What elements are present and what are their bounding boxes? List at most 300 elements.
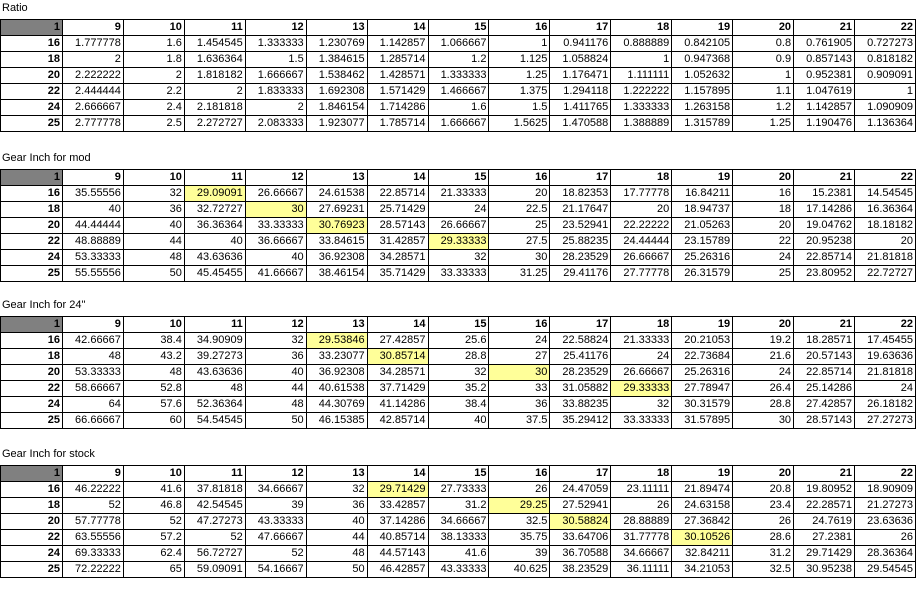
table-cell[interactable]: 1.466667 [428,84,489,100]
table-cell[interactable]: 21.81818 [854,250,915,266]
column-header[interactable]: 11 [184,170,245,186]
table-cell[interactable]: 42.85714 [367,413,428,429]
table-cell[interactable]: 18.28571 [794,333,855,349]
table-cell[interactable]: 20.57143 [794,349,855,365]
table-cell[interactable]: 52 [63,498,124,514]
table-cell[interactable]: 25.14286 [794,381,855,397]
table-cell[interactable]: 28.23529 [550,250,611,266]
table-cell[interactable]: 32.5 [733,562,794,578]
row-header[interactable]: 16 [1,333,63,349]
table-cell[interactable]: 1.5 [245,52,306,68]
table-cell[interactable]: 21.27273 [854,498,915,514]
table-cell[interactable]: 64 [63,397,124,413]
table-cell[interactable]: 31.42857 [367,234,428,250]
table-cell[interactable]: 42.66667 [63,333,124,349]
table-cell[interactable]: 29.09091 [184,186,245,202]
table-cell[interactable]: 1.411765 [550,100,611,116]
table-cell[interactable]: 21.81818 [854,365,915,381]
table-cell[interactable]: 33.42857 [367,498,428,514]
table-cell[interactable]: 1.222222 [611,84,672,100]
corner-cell[interactable]: 1 [1,20,63,36]
table-cell[interactable]: 1.294118 [550,84,611,100]
table-cell[interactable]: 44.57143 [367,546,428,562]
table-cell[interactable]: 26.4 [733,381,794,397]
table-cell[interactable]: 27.77778 [611,266,672,282]
table-cell[interactable]: 43.33333 [428,562,489,578]
table-cell[interactable]: 46.22222 [63,482,124,498]
table-cell[interactable]: 0.761905 [794,36,855,52]
table-cell[interactable]: 28.8 [428,349,489,365]
table-cell[interactable]: 1.315789 [672,116,733,132]
table-cell[interactable]: 46.15385 [306,413,367,429]
table-cell[interactable]: 29.25 [489,498,550,514]
table-cell[interactable]: 22 [733,234,794,250]
table-cell[interactable]: 20 [733,218,794,234]
table-cell[interactable]: 22.85714 [367,186,428,202]
row-header[interactable]: 16 [1,186,63,202]
table-cell[interactable]: 60 [123,413,184,429]
table-cell[interactable]: 1.8 [123,52,184,68]
table-cell[interactable]: 52.36364 [184,397,245,413]
table-cell[interactable]: 39 [489,546,550,562]
table-cell[interactable]: 20 [854,234,915,250]
table-cell[interactable]: 1.818182 [184,68,245,84]
table-cell[interactable]: 2.4 [123,100,184,116]
column-header[interactable]: 21 [794,317,855,333]
table-cell[interactable]: 22.85714 [794,365,855,381]
table-cell[interactable]: 1.2 [733,100,794,116]
table-cell[interactable]: 32 [123,186,184,202]
table-cell[interactable]: 19.2 [733,333,794,349]
table-cell[interactable]: 32 [306,482,367,498]
column-header[interactable]: 12 [245,20,306,36]
table-cell[interactable]: 35.2 [428,381,489,397]
table-cell[interactable]: 41.14286 [367,397,428,413]
table-cell[interactable]: 22.22222 [611,218,672,234]
row-header[interactable]: 16 [1,36,63,52]
column-header[interactable]: 18 [611,466,672,482]
table-cell[interactable]: 2.083333 [245,116,306,132]
table-cell[interactable]: 28.57143 [367,218,428,234]
column-header[interactable]: 21 [794,466,855,482]
table-cell[interactable]: 28.57143 [794,413,855,429]
table-cell[interactable]: 1.666667 [428,116,489,132]
table-cell[interactable]: 36.11111 [611,562,672,578]
table-cell[interactable]: 27.36842 [672,514,733,530]
table-cell[interactable]: 24.44444 [611,234,672,250]
table-cell[interactable]: 19.63636 [854,349,915,365]
table-cell[interactable]: 2.222222 [63,68,124,84]
row-header[interactable]: 25 [1,562,63,578]
table-cell[interactable]: 26 [489,482,550,498]
table-cell[interactable]: 41.66667 [245,266,306,282]
table-cell[interactable]: 34.66667 [245,482,306,498]
table-cell[interactable]: 27.52941 [550,498,611,514]
table-cell[interactable]: 48 [245,397,306,413]
table-cell[interactable]: 28.8 [733,397,794,413]
table-cell[interactable]: 1.333333 [611,100,672,116]
section-title[interactable]: Gear Inch for 24" [2,299,86,311]
table-cell[interactable]: 16.84211 [672,186,733,202]
table-cell[interactable]: 27 [489,349,550,365]
column-header[interactable]: 15 [428,170,489,186]
table-cell[interactable]: 46.8 [123,498,184,514]
table-cell[interactable]: 1.142857 [367,36,428,52]
table-cell[interactable]: 39 [245,498,306,514]
table-cell[interactable]: 22.28571 [794,498,855,514]
table-cell[interactable]: 19.04762 [794,218,855,234]
table-cell[interactable]: 31.05882 [550,381,611,397]
table-cell[interactable]: 20 [489,186,550,202]
table-cell[interactable]: 48 [184,381,245,397]
table-cell[interactable]: 29.53846 [306,333,367,349]
table-cell[interactable]: 30.95238 [794,562,855,578]
table-cell[interactable]: 0.888889 [611,36,672,52]
column-header[interactable]: 10 [123,20,184,36]
table-cell[interactable]: 36.92308 [306,365,367,381]
table-cell[interactable]: 37.81818 [184,482,245,498]
table-cell[interactable]: 36 [489,397,550,413]
table-cell[interactable]: 48 [123,365,184,381]
column-header[interactable]: 19 [672,20,733,36]
table-cell[interactable]: 24.61538 [306,186,367,202]
table-cell[interactable]: 1.6 [428,100,489,116]
column-header[interactable]: 15 [428,466,489,482]
table-cell[interactable]: 1.428571 [367,68,428,84]
table-cell[interactable]: 1.052632 [672,68,733,84]
table-cell[interactable]: 2 [123,68,184,84]
table-cell[interactable]: 52 [184,530,245,546]
table-cell[interactable]: 0.842105 [672,36,733,52]
table-cell[interactable]: 1.190476 [794,116,855,132]
table-cell[interactable]: 29.71429 [794,546,855,562]
table-cell[interactable]: 34.66667 [428,514,489,530]
table-cell[interactable]: 15.2381 [794,186,855,202]
column-header[interactable]: 9 [63,317,124,333]
table-cell[interactable]: 54.16667 [245,562,306,578]
table-cell[interactable]: 40.625 [489,562,550,578]
table-cell[interactable]: 1.333333 [428,68,489,84]
table-cell[interactable]: 44 [306,530,367,546]
table-cell[interactable]: 1.6 [123,36,184,52]
table-cell[interactable]: 1.136364 [854,116,915,132]
table-cell[interactable]: 0.818182 [854,52,915,68]
table-cell[interactable]: 57.77778 [63,514,124,530]
column-header[interactable]: 21 [794,170,855,186]
table-cell[interactable]: 48.88889 [63,234,124,250]
row-header[interactable]: 22 [1,381,63,397]
row-header[interactable]: 25 [1,266,63,282]
table-cell[interactable]: 18.82353 [550,186,611,202]
table-cell[interactable]: 34.28571 [367,250,428,266]
table-cell[interactable]: 26.66667 [428,218,489,234]
table-cell[interactable]: 25.88235 [550,234,611,250]
table-cell[interactable]: 53.33333 [63,250,124,266]
column-header[interactable]: 22 [854,317,915,333]
table-cell[interactable]: 58.66667 [63,381,124,397]
column-header[interactable]: 11 [184,20,245,36]
table-cell[interactable]: 32 [611,397,672,413]
table-cell[interactable]: 14.54545 [854,186,915,202]
column-header[interactable]: 14 [367,170,428,186]
table-cell[interactable]: 17.45455 [854,333,915,349]
table-cell[interactable]: 36 [123,202,184,218]
table-cell[interactable]: 1.384615 [306,52,367,68]
column-header[interactable]: 21 [794,20,855,36]
table-cell[interactable]: 1 [733,68,794,84]
table-cell[interactable]: 24 [489,333,550,349]
column-header[interactable]: 13 [306,466,367,482]
table-cell[interactable]: 40.85714 [367,530,428,546]
table-cell[interactable]: 1.333333 [245,36,306,52]
table-cell[interactable]: 27.42857 [794,397,855,413]
table-cell[interactable]: 18.18182 [854,218,915,234]
table-cell[interactable]: 0.947368 [672,52,733,68]
table-cell[interactable]: 33.84615 [306,234,367,250]
table-cell[interactable]: 26.66667 [245,186,306,202]
table-cell[interactable]: 31.2 [428,498,489,514]
column-header[interactable]: 14 [367,466,428,482]
table-cell[interactable]: 1.25 [733,116,794,132]
table-cell[interactable]: 38.4 [123,333,184,349]
table-cell[interactable]: 1.470588 [550,116,611,132]
table-cell[interactable]: 30.10526 [672,530,733,546]
table-cell[interactable]: 26.66667 [611,250,672,266]
table-cell[interactable]: 27.27273 [854,413,915,429]
table-cell[interactable]: 30.85714 [367,349,428,365]
table-cell[interactable]: 26 [733,514,794,530]
row-header[interactable]: 22 [1,84,63,100]
table-cell[interactable]: 30 [489,250,550,266]
table-cell[interactable]: 0.8 [733,36,794,52]
table-cell[interactable]: 31.57895 [672,413,733,429]
table-cell[interactable]: 1.923077 [306,116,367,132]
row-header[interactable]: 20 [1,365,63,381]
row-header[interactable]: 20 [1,68,63,84]
table-cell[interactable]: 1.142857 [794,100,855,116]
table-cell[interactable]: 24 [428,202,489,218]
column-header[interactable]: 9 [63,466,124,482]
table-cell[interactable]: 23.4 [733,498,794,514]
column-header[interactable]: 16 [489,466,550,482]
table-cell[interactable]: 52 [245,546,306,562]
column-header[interactable]: 15 [428,317,489,333]
table-cell[interactable]: 43.63636 [184,365,245,381]
table-cell[interactable]: 65 [123,562,184,578]
table-cell[interactable]: 23.52941 [550,218,611,234]
table-cell[interactable]: 39.27273 [184,349,245,365]
table-cell[interactable]: 34.66667 [611,546,672,562]
table-cell[interactable]: 28.6 [733,530,794,546]
table-cell[interactable]: 24 [733,365,794,381]
table-cell[interactable]: 23.15789 [672,234,733,250]
table-cell[interactable]: 1.785714 [367,116,428,132]
corner-cell[interactable]: 1 [1,317,63,333]
table-cell[interactable]: 32.5 [489,514,550,530]
table-cell[interactable]: 1.636364 [184,52,245,68]
table-cell[interactable]: 22.5 [489,202,550,218]
column-header[interactable]: 19 [672,170,733,186]
table-cell[interactable]: 1 [489,36,550,52]
table-cell[interactable]: 66.66667 [63,413,124,429]
table-cell[interactable]: 22.58824 [550,333,611,349]
table-cell[interactable]: 38.23529 [550,562,611,578]
column-header[interactable]: 18 [611,20,672,36]
table-cell[interactable]: 40 [245,365,306,381]
table-cell[interactable]: 35.75 [489,530,550,546]
table-cell[interactable]: 27.42857 [367,333,428,349]
table-cell[interactable]: 1.157895 [672,84,733,100]
table-cell[interactable]: 20.21053 [672,333,733,349]
table-cell[interactable]: 16 [733,186,794,202]
table-cell[interactable]: 19.80952 [794,482,855,498]
table-cell[interactable]: 1.692308 [306,84,367,100]
column-header[interactable]: 13 [306,317,367,333]
table-cell[interactable]: 25 [733,266,794,282]
table-cell[interactable]: 42.54545 [184,498,245,514]
table-cell[interactable]: 40 [306,514,367,530]
column-header[interactable]: 9 [63,20,124,36]
table-cell[interactable]: 25.6 [428,333,489,349]
table-cell[interactable]: 2.5 [123,116,184,132]
table-cell[interactable]: 36.70588 [550,546,611,562]
table-cell[interactable]: 1.125 [489,52,550,68]
table-cell[interactable]: 43.63636 [184,250,245,266]
table-cell[interactable]: 1.263158 [672,100,733,116]
section-title[interactable]: Gear Inch for stock [2,448,95,460]
table-cell[interactable]: 40 [63,202,124,218]
table-cell[interactable]: 69.33333 [63,546,124,562]
table-cell[interactable]: 33.88235 [550,397,611,413]
table-cell[interactable]: 48 [123,250,184,266]
column-header[interactable]: 12 [245,317,306,333]
table-cell[interactable]: 40 [428,413,489,429]
table-cell[interactable]: 1.375 [489,84,550,100]
column-header[interactable]: 14 [367,20,428,36]
table-cell[interactable]: 0.9 [733,52,794,68]
table-cell[interactable]: 43.33333 [245,514,306,530]
table-cell[interactable]: 0.941176 [550,36,611,52]
column-header[interactable]: 10 [123,170,184,186]
table-cell[interactable]: 1.111111 [611,68,672,84]
table-cell[interactable]: 40 [184,234,245,250]
table-cell[interactable]: 24.47059 [550,482,611,498]
table-cell[interactable]: 20.8 [733,482,794,498]
table-cell[interactable]: 30 [489,365,550,381]
table-cell[interactable]: 27.69231 [306,202,367,218]
table-cell[interactable]: 1 [854,84,915,100]
table-cell[interactable]: 2.181818 [184,100,245,116]
column-header[interactable]: 17 [550,317,611,333]
table-cell[interactable]: 52 [123,514,184,530]
table-cell[interactable]: 18.90909 [854,482,915,498]
table-cell[interactable]: 63.55556 [63,530,124,546]
column-header[interactable]: 22 [854,20,915,36]
table-cell[interactable]: 52.8 [123,381,184,397]
table-cell[interactable]: 20.95238 [794,234,855,250]
table-cell[interactable]: 17.77778 [611,186,672,202]
column-header[interactable]: 12 [245,466,306,482]
column-header[interactable]: 18 [611,317,672,333]
column-header[interactable]: 22 [854,466,915,482]
table-cell[interactable]: 22.73684 [672,349,733,365]
table-cell[interactable]: 21.17647 [550,202,611,218]
table-cell[interactable]: 2 [63,52,124,68]
table-cell[interactable]: 25.71429 [367,202,428,218]
table-cell[interactable]: 2 [184,84,245,100]
table-cell[interactable]: 1.047619 [794,84,855,100]
column-header[interactable]: 17 [550,466,611,482]
row-header[interactable]: 18 [1,498,63,514]
table-cell[interactable]: 30 [245,202,306,218]
table-cell[interactable]: 38.13333 [428,530,489,546]
column-header[interactable]: 15 [428,20,489,36]
column-header[interactable]: 16 [489,170,550,186]
table-cell[interactable]: 33 [489,381,550,397]
table-cell[interactable]: 34.21053 [672,562,733,578]
table-cell[interactable]: 1.5625 [489,116,550,132]
column-header[interactable]: 17 [550,170,611,186]
column-header[interactable]: 10 [123,466,184,482]
column-header[interactable]: 18 [611,170,672,186]
column-header[interactable]: 14 [367,317,428,333]
table-cell[interactable]: 20 [611,202,672,218]
column-header[interactable]: 22 [854,170,915,186]
table-cell[interactable]: 26.18182 [854,397,915,413]
table-cell[interactable]: 2 [245,100,306,116]
table-cell[interactable]: 47.66667 [245,530,306,546]
section-title[interactable]: Ratio [2,2,28,14]
table-cell[interactable]: 28.36364 [854,546,915,562]
corner-cell[interactable]: 1 [1,170,63,186]
column-header[interactable]: 16 [489,20,550,36]
row-header[interactable]: 22 [1,530,63,546]
table-cell[interactable]: 33.33333 [611,413,672,429]
table-cell[interactable]: 24.7619 [794,514,855,530]
table-cell[interactable]: 23.63636 [854,514,915,530]
row-header[interactable]: 22 [1,234,63,250]
table-cell[interactable]: 1.176471 [550,68,611,84]
table-cell[interactable]: 31.2 [733,546,794,562]
table-cell[interactable]: 29.41176 [550,266,611,282]
row-header[interactable]: 20 [1,514,63,530]
row-header[interactable]: 18 [1,52,63,68]
column-header[interactable]: 11 [184,466,245,482]
table-cell[interactable]: 21.6 [733,349,794,365]
column-header[interactable]: 12 [245,170,306,186]
table-cell[interactable]: 38.46154 [306,266,367,282]
row-header[interactable]: 20 [1,218,63,234]
table-cell[interactable]: 25.41176 [550,349,611,365]
table-cell[interactable]: 53.33333 [63,365,124,381]
table-cell[interactable]: 32.84211 [672,546,733,562]
column-header[interactable]: 13 [306,20,367,36]
table-cell[interactable]: 24.63158 [672,498,733,514]
table-cell[interactable]: 21.05263 [672,218,733,234]
table-cell[interactable]: 37.5 [489,413,550,429]
table-cell[interactable]: 34.90909 [184,333,245,349]
table-cell[interactable]: 29.33333 [428,234,489,250]
row-header[interactable]: 25 [1,116,63,132]
table-cell[interactable]: 26 [611,498,672,514]
table-cell[interactable]: 45.45455 [184,266,245,282]
table-cell[interactable]: 44.30769 [306,397,367,413]
table-cell[interactable]: 37.71429 [367,381,428,397]
table-cell[interactable]: 33.23077 [306,349,367,365]
table-cell[interactable]: 25 [489,218,550,234]
table-cell[interactable]: 28.23529 [550,365,611,381]
table-cell[interactable]: 29.54545 [854,562,915,578]
